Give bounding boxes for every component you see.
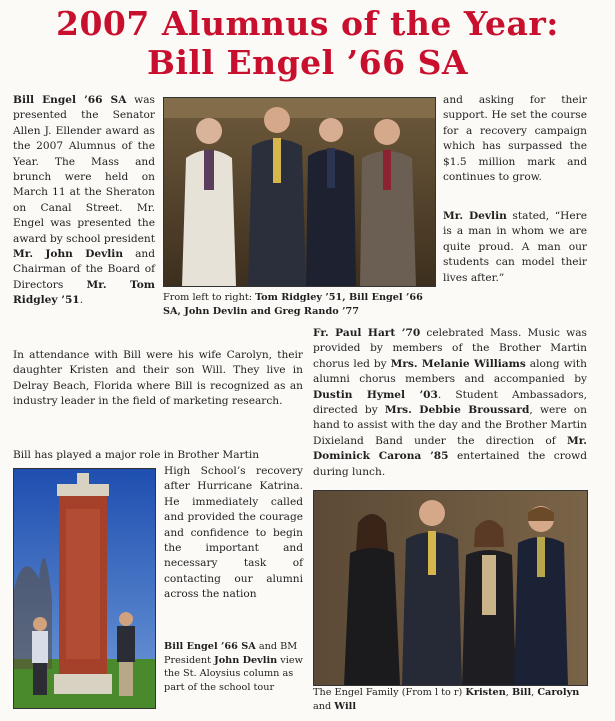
mass-text-3: . Student Ambassadors, directed by — [313, 388, 587, 417]
recovery-paragraph: High School’s recovery after Hurricane Katrina. He immediately called and provided the courage and confidence to begin the important and necessary task of contacting our alumni across the nation — [164, 465, 303, 601]
intro-name-ridgley: Mr. Tom Ridgley ’51 — [13, 278, 155, 307]
family-sep-2: , — [531, 687, 538, 698]
photo-engel-family — [313, 490, 588, 686]
mass-name-carona: Mr. Dominick Carona ’85 — [313, 434, 587, 463]
family-name-will: Will — [334, 700, 357, 712]
caption-names: Tom Ridgley ’51, Bill Engel ’66 SA, John Devlin and Greg Rando ’77 — [163, 292, 423, 317]
quote-speaker: Mr. Devlin — [443, 210, 507, 222]
caption-prefix: From left to right: — [163, 292, 256, 303]
intro-text-3: . — [79, 294, 84, 307]
caption-text-2: view the St. Aloysius column as part of the school tour — [164, 654, 303, 693]
recovery-lead-line: Bill has played a major role in Brother Martin — [13, 449, 260, 461]
family-sep-1: , — [505, 687, 512, 698]
intro-paragraph — [13, 93, 155, 309]
aloysius-column-image — [14, 469, 155, 708]
photo-award-caption — [163, 291, 443, 318]
support-paragraph: and asking for their support. He set the course for a recovery campaign which has surpassed the $1.5 million mark and continues to grow. — [443, 94, 587, 184]
caption-name-engel: Bill Engel ’66 SA — [164, 641, 256, 652]
engel-family-image — [314, 491, 587, 685]
intro-text-2: and Chairman of the Board of Directors — [13, 248, 155, 291]
photo-column-caption — [164, 640, 304, 694]
mass-name-hart: Fr. Paul Hart ’70 — [313, 327, 421, 339]
family-sep-3: and — [313, 700, 335, 712]
quote-text: stated, “Here is a man in whom we are quite proud. A man our students can model their lives after.” — [443, 210, 587, 284]
mass-name-broussard: Mrs. Debbie Broussard — [384, 404, 530, 417]
mass-text-5: entertained the crowd during lunch. — [313, 450, 587, 478]
family-name-kristen: Kristen — [465, 687, 506, 698]
photo-award-group — [163, 97, 436, 287]
caption-name-devlin: John Devlin — [214, 654, 278, 666]
family-name-bill: Bill — [511, 687, 532, 698]
photo-family-caption — [313, 686, 593, 713]
headline-line-1: 2007 Alumnus of the Year: — [56, 4, 559, 43]
caption-text-1: and BM President — [164, 641, 298, 666]
intro-name-devlin: Mr. John Devlin — [13, 248, 124, 261]
mass-paragraph — [313, 326, 587, 480]
quote-paragraph — [443, 209, 587, 286]
award-group-image — [164, 98, 435, 286]
intro-lead-name: Bill Engel ’66 SA — [13, 94, 127, 106]
mass-text-2: along with alumni chorus members and accompanied by — [313, 357, 587, 386]
family-caption-prefix: The Engel Family (From l to r) — [313, 687, 466, 698]
mass-text-1: celebrated Mass. Music was provided by members of the Brother Martin chorus led by — [313, 327, 587, 370]
mass-name-williams: Mrs. Melanie Williams — [390, 357, 526, 370]
headline-line-2: Bill Engel ’66 SA — [146, 43, 469, 82]
mass-text-4: , were on hand to assist with the day and the Brother Martin Dixieland Band under the direction of — [313, 404, 587, 447]
photo-aloysius-column — [13, 468, 156, 709]
mass-name-hymel: Dustin Hymel ’03 — [313, 388, 438, 401]
intro-text-1: was presented the Senator Allen J. Ellender award as the 2007 Alumnus of the Year. The Mass and brunch were held on March 11 at the Sheraton on Canal Street. Mr. Engel was presented the award by school president — [13, 94, 155, 245]
attendance-paragraph: In attendance with Bill were his wife Carolyn, their daughter Kristen and their son Will. They live in Delray Beach, Florida where Bill is recognized as an industry leader in the field of marketing research. — [13, 349, 303, 408]
family-name-carolyn: Carolyn — [537, 687, 580, 698]
